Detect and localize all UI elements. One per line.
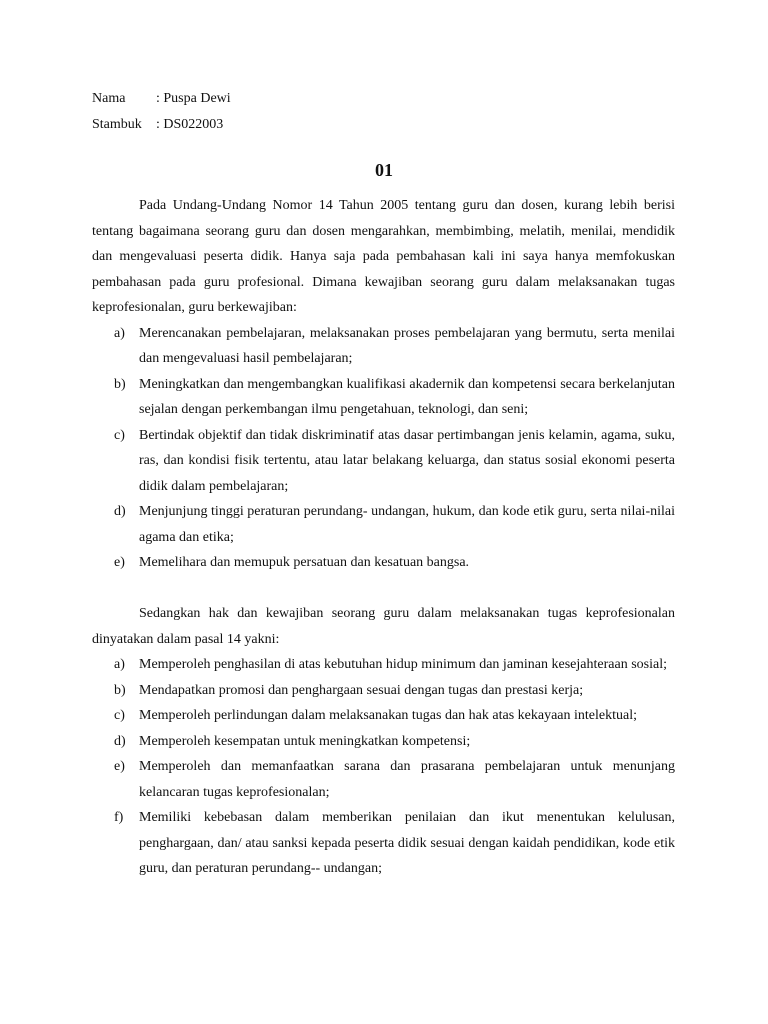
list-marker: b) [114, 682, 126, 698]
name-row [92, 86, 231, 112]
list-marker: c) [114, 708, 125, 723]
list-marker: e) [114, 555, 125, 570]
list-item-text: Merencanakan pembelajaran, melaksanakan proses pembelajaran yang bermutu, serta menilai dan mengevaluasi hasil pembelajaran; [139, 325, 675, 366]
list-item [92, 729, 675, 755]
list-item-text: Memperoleh perlindungan dalam melaksanakan tugas dan hak atas kekayaan intelektual; [139, 708, 637, 723]
list-item-text: Memperoleh dan memanfaatkan sarana dan prasarana pembelajaran untuk menunjang kelancaran tugas keprofesionalan; [139, 759, 675, 800]
list-item-text: Bertindak objektif dan tidak diskriminatif atas dasar pertimbangan jenis kelamin, agama, suku, ras, dan kondisi fisik tertentu, atau latar belakang keluarga, dan status sosial ekonomi peserta didik dalam pembelajaran; [139, 427, 675, 494]
document-body [92, 193, 675, 882]
list-item [92, 703, 675, 729]
list-item-text: Memperoleh kesempatan untuk meningkatkan kompetensi; [139, 733, 471, 749]
name-value: : Puspa Dewi [156, 91, 231, 106]
list-item [92, 423, 675, 500]
list-item [92, 805, 675, 882]
list-marker: d) [114, 504, 126, 519]
list-marker: e) [114, 759, 125, 774]
stambuk-value: : DS022003 [156, 116, 224, 132]
stambuk-label: Stambuk [92, 116, 142, 132]
list-item-text: Memperoleh penghasilan di atas kebutuhan hidup minimum dan jaminan kesejahteraan sosial; [139, 657, 667, 672]
list-marker: a) [114, 657, 125, 672]
list-marker: a) [114, 325, 125, 341]
list-marker: c) [114, 427, 125, 443]
list-item-text: Mendapatkan promosi dan penghargaan sesuai dengan tugas dan prestasi kerja; [139, 682, 584, 698]
student-header [92, 86, 231, 137]
section1-intro: Pada Undang-Undang Nomor 14 Tahun 2005 tentang guru dan dosen, kurang lebih berisi tentang bagaimana seorang guru dan dosen mengarahkan, membimbing, melatih, menilai, mendidik dan mengevaluasi peserta didik. Hanya saja pada pembahasan kali ini saya hanya memfokuskan pembahasan pada guru profesional. Dimana kewajiban seorang guru dalam melaksanakan tugas keprofesionalan, guru berkewajiban: [92, 198, 675, 315]
list-marker: b) [114, 376, 126, 392]
list-marker: f) [114, 810, 124, 825]
list-item [92, 754, 675, 805]
stambuk-row [92, 112, 231, 138]
section2-intro: Sedangkan hak dan kewajiban seorang guru dalam melaksanakan tugas keprofesionalan dinyatakan dalam pasal 14 yakni: [92, 606, 675, 647]
list-item [92, 372, 675, 423]
list-marker: d) [114, 733, 126, 749]
list-item-text: Memiliki kebebasan dalam memberikan penilaian dan ikut menentukan kelulusan, penghargaan, dan/ atau sanksi kepada peserta didik sesuai dengan kaidah pendidikan, kode etik guru, dan peraturan perundang-- undangan; [139, 810, 675, 876]
rights-list [92, 652, 675, 882]
list-item [92, 652, 675, 678]
list-item [92, 321, 675, 372]
list-item-text: Meningkatkan dan mengembangkan kualifikasi akadernik dan kompetensi secara berkelanjutan sejalan dengan perkembangan ilmu pengetahuan, teknologi, dan seni; [139, 376, 675, 417]
list-item [92, 499, 675, 550]
list-item [92, 678, 675, 704]
document-title: 01 [375, 160, 393, 180]
name-label: Nama [92, 91, 126, 106]
obligations-list [92, 321, 675, 576]
list-item [92, 550, 675, 576]
list-item-text: Memelihara dan memupuk persatuan dan kesatuan bangsa. [139, 555, 470, 570]
list-item-text: Menjunjung tinggi peraturan perundang- undangan, hukum, dan kode etik guru, serta nilai-nilai agama dan etika; [139, 504, 675, 545]
